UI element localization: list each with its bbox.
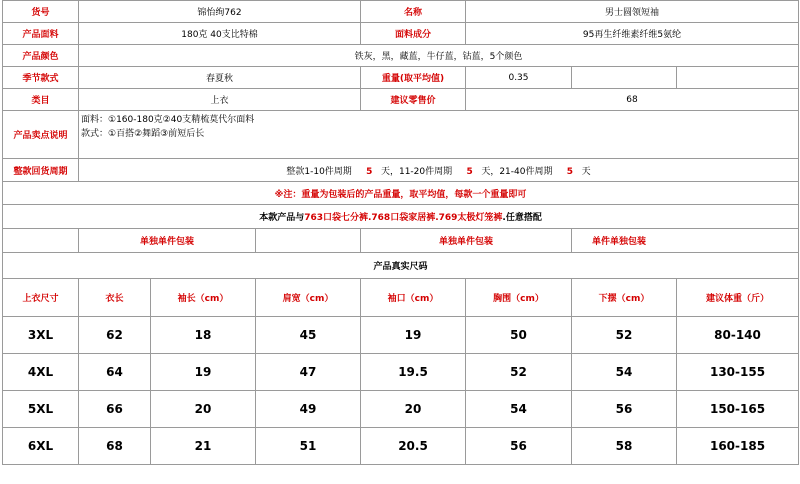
size-cell: 68 xyxy=(79,428,151,465)
size-cell: 20 xyxy=(361,391,466,428)
size-header-cell: 下摆（cm） xyxy=(572,279,677,317)
size-cell: 80-140 xyxy=(677,317,799,354)
style-no-label: 货号 xyxy=(3,1,79,23)
note-text: ※注：重量为包装后的产品重量，取平均值，每款一个重量即可 xyxy=(274,189,527,200)
size-cell: 21 xyxy=(151,428,256,465)
price-label: 建议零售价 xyxy=(361,89,466,111)
empty-cell xyxy=(256,229,361,253)
fabric-label: 产品面料 xyxy=(3,23,79,45)
size-cell: 45 xyxy=(256,317,361,354)
selling-line-fabric: 面料：①160-180克②40支精梳莫代尔面料 xyxy=(81,115,255,125)
product-spec-table xyxy=(2,0,799,465)
composition-label: 面料成分 xyxy=(361,23,466,45)
size-cell: 52 xyxy=(466,354,572,391)
size-header-row xyxy=(3,279,799,317)
size-cell: 64 xyxy=(79,354,151,391)
restock-text: 天，21-40件周期 xyxy=(481,166,553,177)
weight-note xyxy=(3,182,799,205)
size-cell: 19.5 xyxy=(361,354,466,391)
row-packaging xyxy=(3,229,799,253)
size-cell: 56 xyxy=(572,391,677,428)
size-cell: 50 xyxy=(466,317,572,354)
size-header-cell: 上衣尺寸 xyxy=(3,279,79,317)
restock-text: 天，11-20件周期 xyxy=(380,166,453,177)
empty-cell xyxy=(572,67,677,89)
match-prefix: 本款产品与 xyxy=(259,213,305,223)
size-header-cell: 衣长 xyxy=(79,279,151,317)
size-row-3xl xyxy=(3,317,799,354)
season-value: 春夏秋 xyxy=(79,67,361,89)
color-value: 铁灰，黑，藏蓝，牛仔蓝，钴蓝，5个颜色 xyxy=(79,45,799,67)
selling-line-style: 款式：①百搭②舞蹈③前短后长 xyxy=(81,129,205,139)
restock-label: 整款回货周期 xyxy=(3,159,79,182)
size-cell: 62 xyxy=(79,317,151,354)
size-header-cell: 建议体重（斤） xyxy=(677,279,799,317)
row-season-weight xyxy=(3,67,799,89)
empty-cell xyxy=(677,67,799,89)
restock-days: 5 xyxy=(366,166,373,177)
restock-value xyxy=(79,159,799,182)
row-restock xyxy=(3,159,799,182)
restock-days: 5 xyxy=(566,166,574,177)
size-cell: 130-155 xyxy=(677,354,799,391)
size-cell: 160-185 xyxy=(677,428,799,465)
restock-text: 天 xyxy=(581,166,591,177)
weight-label: 重量(取平均值) xyxy=(361,67,466,89)
size-cell: 150-165 xyxy=(677,391,799,428)
match-suffix: .任意搭配 xyxy=(502,213,542,223)
row-note xyxy=(3,182,799,205)
size-cell: 54 xyxy=(572,354,677,391)
size-cell: 56 xyxy=(466,428,572,465)
size-cell: 19 xyxy=(361,317,466,354)
size-cell: 20.5 xyxy=(361,428,466,465)
row-colors xyxy=(3,45,799,67)
price-value: 68 xyxy=(466,89,799,111)
size-cell: 47 xyxy=(256,354,361,391)
row-selling-points xyxy=(3,111,799,159)
match-highlight: 763口袋七分裤.768口袋家居裤.769太极灯笼裤 xyxy=(304,213,503,223)
row-style-name xyxy=(3,1,799,23)
weight-value: 0.35 xyxy=(466,67,572,89)
size-cell: 5XL xyxy=(3,391,79,428)
size-cell: 6XL xyxy=(3,428,79,465)
size-cell: 52 xyxy=(572,317,677,354)
size-cell: 19 xyxy=(151,354,256,391)
size-cell: 20 xyxy=(151,391,256,428)
size-cell: 66 xyxy=(79,391,151,428)
row-size-title xyxy=(3,253,799,279)
restock-days: 5 xyxy=(466,166,473,177)
row-fabric xyxy=(3,23,799,45)
size-header-cell: 袖口（cm） xyxy=(361,279,466,317)
size-cell: 4XL xyxy=(3,354,79,391)
pack-label-1: 单独单件包装 xyxy=(79,229,256,253)
size-cell: 3XL xyxy=(3,317,79,354)
size-header-cell: 胸围（cm） xyxy=(466,279,572,317)
size-cell: 49 xyxy=(256,391,361,428)
size-row-6xl xyxy=(3,428,799,465)
name-label: 名称 xyxy=(361,1,466,23)
category-label: 类目 xyxy=(3,89,79,111)
fabric-value: 180克 40支比特棉 xyxy=(79,23,361,45)
match-info xyxy=(3,205,799,229)
size-header-cell: 肩宽（cm） xyxy=(256,279,361,317)
row-match xyxy=(3,205,799,229)
size-cell: 58 xyxy=(572,428,677,465)
size-row-5xl xyxy=(3,391,799,428)
size-header-cell: 袖长（cm） xyxy=(151,279,256,317)
style-no-value: 锦怡绚762 xyxy=(79,1,361,23)
selling-label: 产品卖点说明 xyxy=(3,111,79,159)
pack-label-3: 单件单独包装 xyxy=(572,229,799,253)
size-cell: 54 xyxy=(466,391,572,428)
selling-value xyxy=(79,111,799,159)
pack-label-2: 单独单件包装 xyxy=(361,229,572,253)
season-label: 季节款式 xyxy=(3,67,79,89)
size-table-title: 产品真实尺码 xyxy=(3,253,799,279)
color-label: 产品颜色 xyxy=(3,45,79,67)
row-category-price xyxy=(3,89,799,111)
category-value: 上衣 xyxy=(79,89,361,111)
name-value: 男士圆领短袖 xyxy=(466,1,799,23)
empty-cell xyxy=(3,229,79,253)
size-cell: 51 xyxy=(256,428,361,465)
composition-value: 95再生纤维素纤维5氨纶 xyxy=(466,23,799,45)
restock-text: 整款1-10件周期 xyxy=(286,166,352,177)
size-row-4xl xyxy=(3,354,799,391)
size-cell: 18 xyxy=(151,317,256,354)
